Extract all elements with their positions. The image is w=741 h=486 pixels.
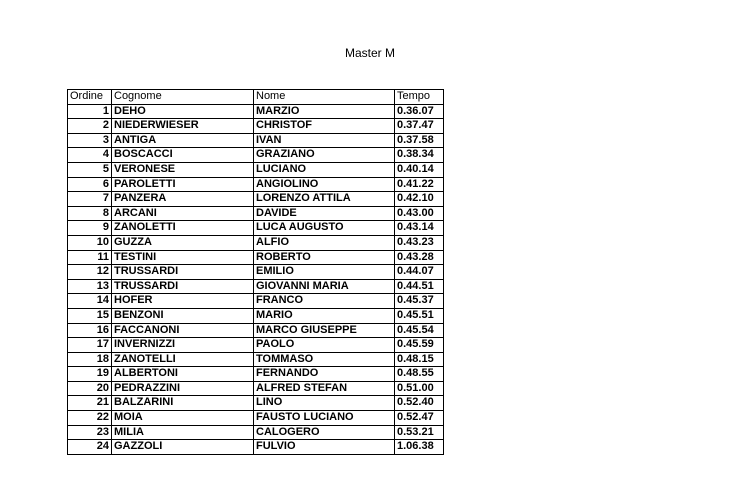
cell-ordine: 12: [68, 265, 112, 280]
table-row: [68, 294, 444, 309]
table-row: [68, 162, 444, 177]
results-table: [67, 89, 444, 455]
cell-cognome: BENZONI: [112, 308, 254, 323]
table-row: [68, 308, 444, 323]
cell-nome: LUCIANO: [254, 162, 395, 177]
cell-cognome: GUZZA: [112, 235, 254, 250]
cell-cognome: BALZARINI: [112, 396, 254, 411]
cell-tempo: 0.37.58: [395, 133, 444, 148]
cell-nome: IVAN: [254, 133, 395, 148]
cell-tempo: 0.45.54: [395, 323, 444, 338]
cell-cognome: NIEDERWIESER: [112, 119, 254, 134]
cell-nome: MARZIO: [254, 104, 395, 119]
cell-cognome: MOIA: [112, 411, 254, 426]
cell-nome: FULVIO: [254, 440, 395, 455]
cell-cognome: PEDRAZZINI: [112, 381, 254, 396]
cell-tempo: 0.42.10: [395, 192, 444, 207]
cell-cognome: PAROLETTI: [112, 177, 254, 192]
cell-ordine: 16: [68, 323, 112, 338]
cell-cognome: BOSCACCI: [112, 148, 254, 163]
cell-cognome: HOFER: [112, 294, 254, 309]
column-header-nome: Nome: [254, 90, 395, 105]
column-header-ordine: Ordine: [68, 90, 112, 105]
cell-nome: ALFRED STEFAN: [254, 381, 395, 396]
cell-tempo: 0.38.34: [395, 148, 444, 163]
cell-tempo: 0.48.15: [395, 352, 444, 367]
cell-nome: DAVIDE: [254, 206, 395, 221]
table-row: [68, 381, 444, 396]
cell-cognome: VERONESE: [112, 162, 254, 177]
cell-tempo: 0.44.51: [395, 279, 444, 294]
table-row: [68, 133, 444, 148]
cell-tempo: 0.52.47: [395, 411, 444, 426]
cell-nome: FRANCO: [254, 294, 395, 309]
table-row: [68, 367, 444, 382]
cell-nome: PAOLO: [254, 338, 395, 353]
cell-tempo: 0.43.00: [395, 206, 444, 221]
table-row: [68, 265, 444, 280]
cell-cognome: ZANOLETTI: [112, 221, 254, 236]
cell-tempo: 0.48.55: [395, 367, 444, 382]
cell-tempo: 0.51.00: [395, 381, 444, 396]
cell-ordine: 8: [68, 206, 112, 221]
cell-tempo: 0.53.21: [395, 425, 444, 440]
cell-tempo: 0.36.07: [395, 104, 444, 119]
cell-ordine: 17: [68, 338, 112, 353]
cell-tempo: 0.45.59: [395, 338, 444, 353]
cell-tempo: 1.06.38: [395, 440, 444, 455]
cell-cognome: ARCANI: [112, 206, 254, 221]
cell-tempo: 0.52.40: [395, 396, 444, 411]
cell-cognome: ZANOTELLI: [112, 352, 254, 367]
cell-nome: ALFIO: [254, 235, 395, 250]
cell-ordine: 19: [68, 367, 112, 382]
cell-ordine: 11: [68, 250, 112, 265]
column-header-cognome: Cognome: [112, 90, 254, 105]
cell-nome: CALOGERO: [254, 425, 395, 440]
table-row: [68, 250, 444, 265]
cell-ordine: 6: [68, 177, 112, 192]
page-title: Master M: [345, 46, 396, 60]
cell-ordine: 13: [68, 279, 112, 294]
cell-cognome: MILIA: [112, 425, 254, 440]
column-header-tempo: Tempo: [395, 90, 444, 105]
cell-nome: LORENZO ATTILA: [254, 192, 395, 207]
table-row: [68, 221, 444, 236]
cell-cognome: GAZZOLI: [112, 440, 254, 455]
cell-nome: MARCO GIUSEPPE: [254, 323, 395, 338]
cell-nome: ROBERTO: [254, 250, 395, 265]
table-row: [68, 177, 444, 192]
table-row: [68, 206, 444, 221]
table-row: [68, 235, 444, 250]
cell-nome: FERNANDO: [254, 367, 395, 382]
cell-tempo: 0.37.47: [395, 119, 444, 134]
table-row: [68, 148, 444, 163]
cell-nome: MARIO: [254, 308, 395, 323]
cell-ordine: 5: [68, 162, 112, 177]
cell-nome: LINO: [254, 396, 395, 411]
cell-ordine: 23: [68, 425, 112, 440]
cell-nome: EMILIO: [254, 265, 395, 280]
table-row: [68, 323, 444, 338]
table-row: [68, 119, 444, 134]
cell-nome: ANGIOLINO: [254, 177, 395, 192]
cell-tempo: 0.43.28: [395, 250, 444, 265]
table-row: [68, 192, 444, 207]
table-row: [68, 338, 444, 353]
cell-tempo: 0.45.51: [395, 308, 444, 323]
cell-tempo: 0.43.14: [395, 221, 444, 236]
cell-cognome: TRUSSARDI: [112, 265, 254, 280]
cell-cognome: ANTIGA: [112, 133, 254, 148]
cell-tempo: 0.45.37: [395, 294, 444, 309]
table-row: [68, 279, 444, 294]
header-row: [68, 90, 444, 105]
table-row: [68, 425, 444, 440]
table-row: [68, 440, 444, 455]
cell-tempo: 0.43.23: [395, 235, 444, 250]
table-row: [68, 352, 444, 367]
table-row: [68, 411, 444, 426]
cell-ordine: 2: [68, 119, 112, 134]
cell-ordine: 3: [68, 133, 112, 148]
cell-nome: GRAZIANO: [254, 148, 395, 163]
cell-cognome: INVERNIZZI: [112, 338, 254, 353]
cell-ordine: 15: [68, 308, 112, 323]
cell-nome: LUCA AUGUSTO: [254, 221, 395, 236]
cell-tempo: 0.44.07: [395, 265, 444, 280]
cell-ordine: 14: [68, 294, 112, 309]
cell-ordine: 21: [68, 396, 112, 411]
cell-nome: CHRISTOF: [254, 119, 395, 134]
cell-cognome: TESTINI: [112, 250, 254, 265]
cell-ordine: 10: [68, 235, 112, 250]
cell-cognome: DEHO: [112, 104, 254, 119]
cell-ordine: 18: [68, 352, 112, 367]
table-row: [68, 396, 444, 411]
cell-ordine: 1: [68, 104, 112, 119]
cell-tempo: 0.41.22: [395, 177, 444, 192]
cell-nome: FAUSTO LUCIANO: [254, 411, 395, 426]
cell-nome: GIOVANNI MARIA: [254, 279, 395, 294]
cell-tempo: 0.40.14: [395, 162, 444, 177]
cell-cognome: TRUSSARDI: [112, 279, 254, 294]
cell-ordine: 24: [68, 440, 112, 455]
cell-cognome: ALBERTONI: [112, 367, 254, 382]
table-row: [68, 104, 444, 119]
cell-cognome: FACCANONI: [112, 323, 254, 338]
cell-ordine: 20: [68, 381, 112, 396]
cell-ordine: 22: [68, 411, 112, 426]
results-table-header: [68, 90, 444, 105]
results-table-body: [68, 104, 444, 454]
cell-cognome: PANZERA: [112, 192, 254, 207]
cell-ordine: 9: [68, 221, 112, 236]
cell-nome: TOMMASO: [254, 352, 395, 367]
cell-ordine: 7: [68, 192, 112, 207]
cell-ordine: 4: [68, 148, 112, 163]
